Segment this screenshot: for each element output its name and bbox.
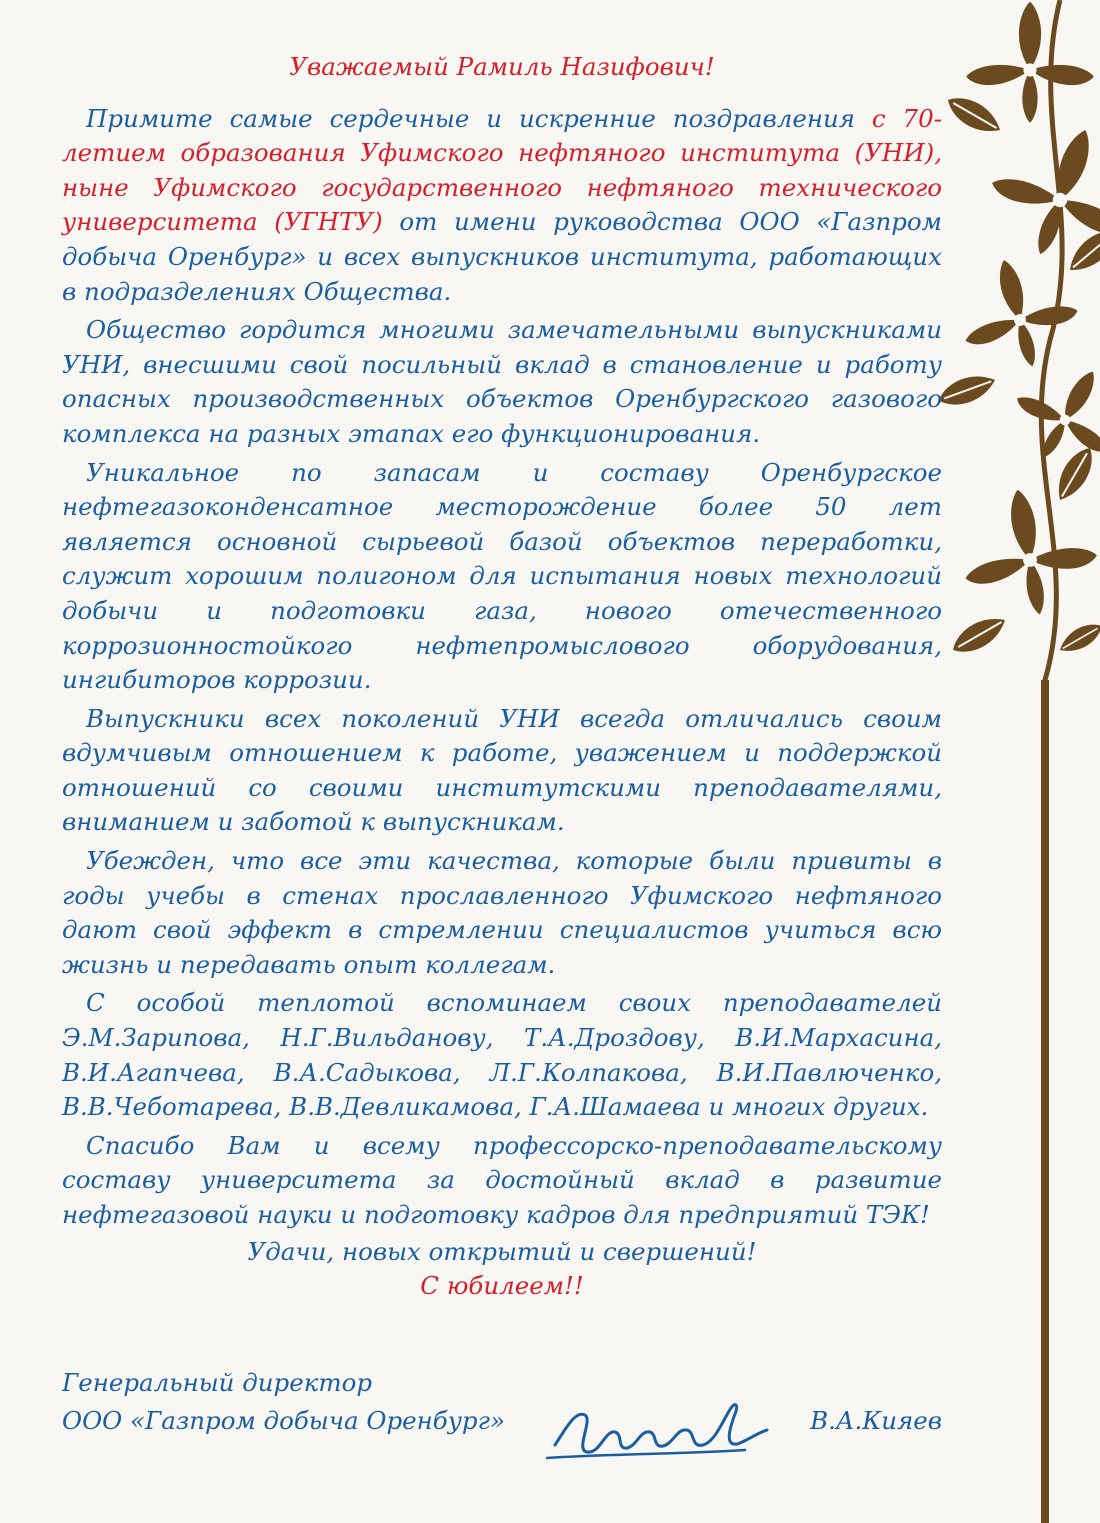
paragraph-1 xyxy=(62,102,942,310)
paragraph-2: Общество гордится многими замечательными выпускниками УНИ, внесшими свой посильный вклад в становление и работу опасных производственных объектов Оренбургского газового комплекса на разных этапах его функционирования. xyxy=(62,315,942,448)
paragraph-3: Уникальное по запасам и составу Оренбургское нефтегазоконденсатное месторождение более 50 лет является основной сырьевой базой объектов переработки, служит хорошим полигоном для испытания новых технологий добычи и подготовки газа, нового отечественного коррозионностойкого нефтепромыслового оборудования, ингибиторов коррозии. xyxy=(62,457,942,695)
signature-block xyxy=(62,1364,942,1446)
handwritten-signature xyxy=(545,1390,775,1470)
paragraph-4: Выпускники всех поколений УНИ всегда отличались своим вдумчивым отношением к работе, уважением и поддержкой отношений со своими институтскими преподавателями, вниманием и заботой к выпускникам. xyxy=(62,703,942,837)
signature-name: В.А.Кияев xyxy=(810,1406,942,1435)
paragraph-1-highlight: с 70-летием образования Уфимского нефтяного института (УНИ), ныне Уфимского государственного нефтяного технического университета (УГНТУ) xyxy=(62,103,943,237)
signature-organization: ООО «Газпром добыча Оренбург» xyxy=(62,1406,505,1435)
closing-jubilee: С юбилеем!! xyxy=(420,1271,584,1301)
closing-wish: Удачи, новых открытий и свершений! xyxy=(247,1236,757,1266)
paragraph-6: С особой теплотой вспоминаем своих преподавателей Э.М.Зарипова, Н.Г.Вильданову, Т.А.Дроздову, В.И.Мархасина, В.И.Агапчева, В.А.Садыкова, Л.Г.Колпакова, В.И.Павлюченко, В.В.Чеботарева, В.В.Девликамова, Г.А.Шамаева и многих других. xyxy=(62,988,942,1122)
paragraph-1-prefix: Примите самые сердечные и искренние поздравления xyxy=(86,103,872,133)
paragraph-7: Спасибо Вам и всему профессорско-преподавательскому составу университета за достойный вклад в развитие нефтегазовой науки и подготовку кадров для предприятий ТЭК! xyxy=(62,1130,942,1229)
letter-body xyxy=(62,50,942,1304)
signature-row xyxy=(62,1402,942,1446)
salutation: Уважаемый Рамиль Назифович! xyxy=(289,52,715,81)
paragraph-1-suffix: от имени руководства ООО «Газпром добыча Оренбург» и всех выпускников института, работающих в подразделениях Общества. xyxy=(62,207,942,306)
paragraph-5: Убежден, что все эти качества, которые были привиты в годы учебы в стенах прославленного Уфимского нефтяного дают свой эффект в стремлении специалистов учиться всю жизнь и передавать опыт коллегам. xyxy=(62,846,942,979)
signature-position: Генеральный директор xyxy=(62,1368,373,1397)
